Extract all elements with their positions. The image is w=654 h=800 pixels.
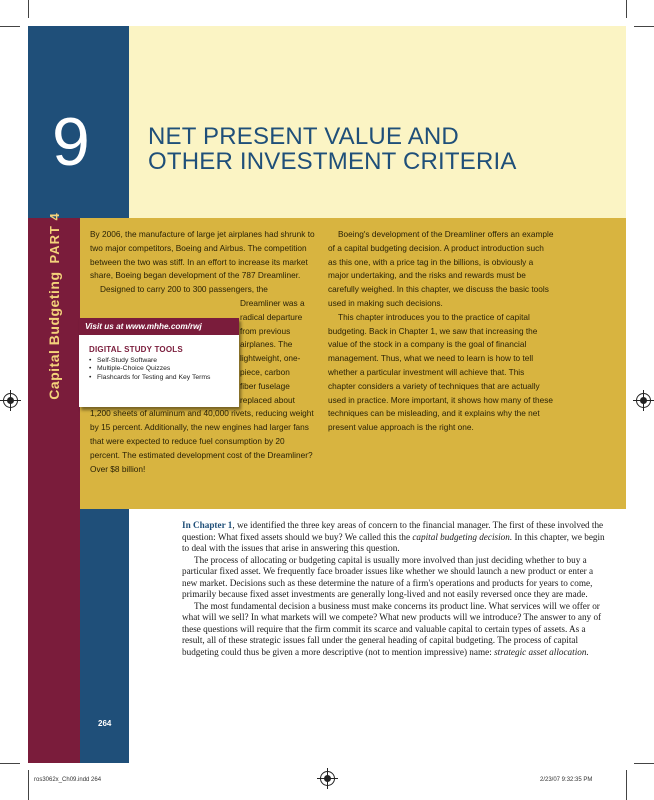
- date-slug: 2/23/07 9:32:35 PM: [540, 777, 593, 783]
- wrapped-line: Dreamliner was a: [240, 297, 305, 308]
- part-number: PART 4: [47, 212, 62, 264]
- intro-right-column: [328, 228, 554, 435]
- intro-paragraph: Boeing's development of the Dreamliner offers an example of a capital budgeting decision. A product introduction such as this one, with a price tag in the billions, is obviously a major undertaking, and the risks and rewards must be carefully weighed. In this chapter, we discuss the basic tools used in making such decisions.: [328, 229, 554, 308]
- chapter-title-line: NET PRESENT VALUE AND: [148, 123, 459, 150]
- wrapped-line: from previous: [240, 325, 291, 336]
- body-span: , we identified the three key areas of concern to the financial manager. The first of these involved the question: What fixed assets should we buy? We called this the: [182, 520, 604, 542]
- list-item: • Multiple-Choice Quizzes: [89, 365, 232, 373]
- intro-paragraph-tail: 1,200 sheets of aluminum and 40,000 rivets, reducing weight by 15 percent. Additionally, the new engines had larger fans that were expected to reduce fuel consumption by 20 percent. The estimated development cost of the Dreamliner? Over $8 billion!: [90, 408, 314, 474]
- crop-mark: [634, 26, 654, 27]
- registration-mark-icon: [636, 393, 651, 408]
- crop-mark: [626, 0, 627, 18]
- intro-paragraph: By 2006, the manufacture of large jet airplanes had shrunk to two major competitors, Boeing and Airbus. The competition between the two was stiff. In an effort to increase its market share, Boeing began development of the 787 Dreamliner.: [90, 229, 315, 281]
- wrapped-line: fiber fuselage: [240, 380, 290, 391]
- registration-mark-icon: [320, 771, 335, 786]
- crop-mark: [626, 770, 627, 800]
- crop-mark: [634, 763, 654, 764]
- crop-mark: [28, 770, 29, 800]
- body-paragraph: [182, 601, 610, 659]
- crop-mark: [0, 26, 20, 27]
- body-text: [182, 520, 610, 658]
- file-slug: ros3062x_Ch09.indd 264: [34, 777, 102, 783]
- body-span: In this chapter, we begin to deal with the issues that arise in answering this question.: [182, 531, 605, 553]
- crop-mark: [28, 0, 29, 18]
- section-name: Capital Budgeting: [46, 271, 62, 400]
- wrapped-line: replaced about: [240, 394, 295, 405]
- crop-mark: [0, 763, 20, 764]
- wrapped-line: piece, carbon: [240, 366, 290, 377]
- study-tools-heading: DIGITAL STUDY TOOLS: [89, 345, 183, 354]
- chapter-title-panel: [129, 26, 626, 218]
- body-paragraph: [182, 520, 610, 555]
- body-span: The most fundamental decision a business must make concerns its product line. What services will we offer or what will we sell? In what markets will we compete? What new products will we introduce? The answer to any of these questions will require that the firm commit its scarce and valuable capital to certain types of assets. As a result, all of these strategic issues fall under the general heading of capital budgeting. The process of capital budgeting could thus be given a more descriptive (not to mention impressive) name:: [182, 600, 602, 657]
- chapter-number: 9: [52, 104, 90, 180]
- intro-paragraph-lead: Designed to carry 200 to 300 passengers, the: [100, 284, 268, 295]
- page-number: 264: [98, 719, 112, 728]
- website-link[interactable]: Visit us at www.mhhe.com/rwj: [79, 318, 239, 335]
- wrapped-line: airplanes. The: [240, 339, 293, 350]
- chapter-reference: In Chapter 1: [182, 520, 233, 530]
- list-item: • Flashcards for Testing and Key Terms: [89, 374, 232, 382]
- emphasis: strategic asset allocation.: [494, 646, 589, 657]
- intro-paragraph: This chapter introduces you to the practice of capital budgeting. Back in Chapter 1, we saw that increasing the value of the stock in a company is the goal of financial management. Thus, what we need to learn is how to tell whether a particular investment will achieve that. This chapter considers a variety of techniques that are actually used in practice. More important, it shows how many of these techniques can be misleading, and it explains why the net present value approach is the right one.: [328, 311, 554, 433]
- body-paragraph: The process of allocating or budgeting capital is usually more involved than just deciding whether to buy a particular fixed asset. We frequently face broader issues like whether we should launch a new product or enter a new market. Decisions such as these determine the nature of a firm's operations and products for years to come, primarily because fixed asset investments are generally long-lived and not easily reversed once they are made.: [182, 554, 594, 599]
- wrapped-line: lightweight, one-: [240, 353, 301, 364]
- emphasis: capital budgeting decision.: [412, 531, 513, 542]
- digital-study-tools-box: [79, 318, 239, 407]
- study-tools-list: [89, 357, 232, 382]
- wrapped-line: radical departure: [240, 311, 303, 322]
- chapter-title-line: OTHER INVESTMENT CRITERIA: [148, 148, 517, 175]
- chapter-title: [148, 124, 608, 174]
- list-item: • Self-Study Software: [89, 357, 232, 365]
- registration-mark-icon: [3, 393, 18, 408]
- part-label: [28, 212, 80, 400]
